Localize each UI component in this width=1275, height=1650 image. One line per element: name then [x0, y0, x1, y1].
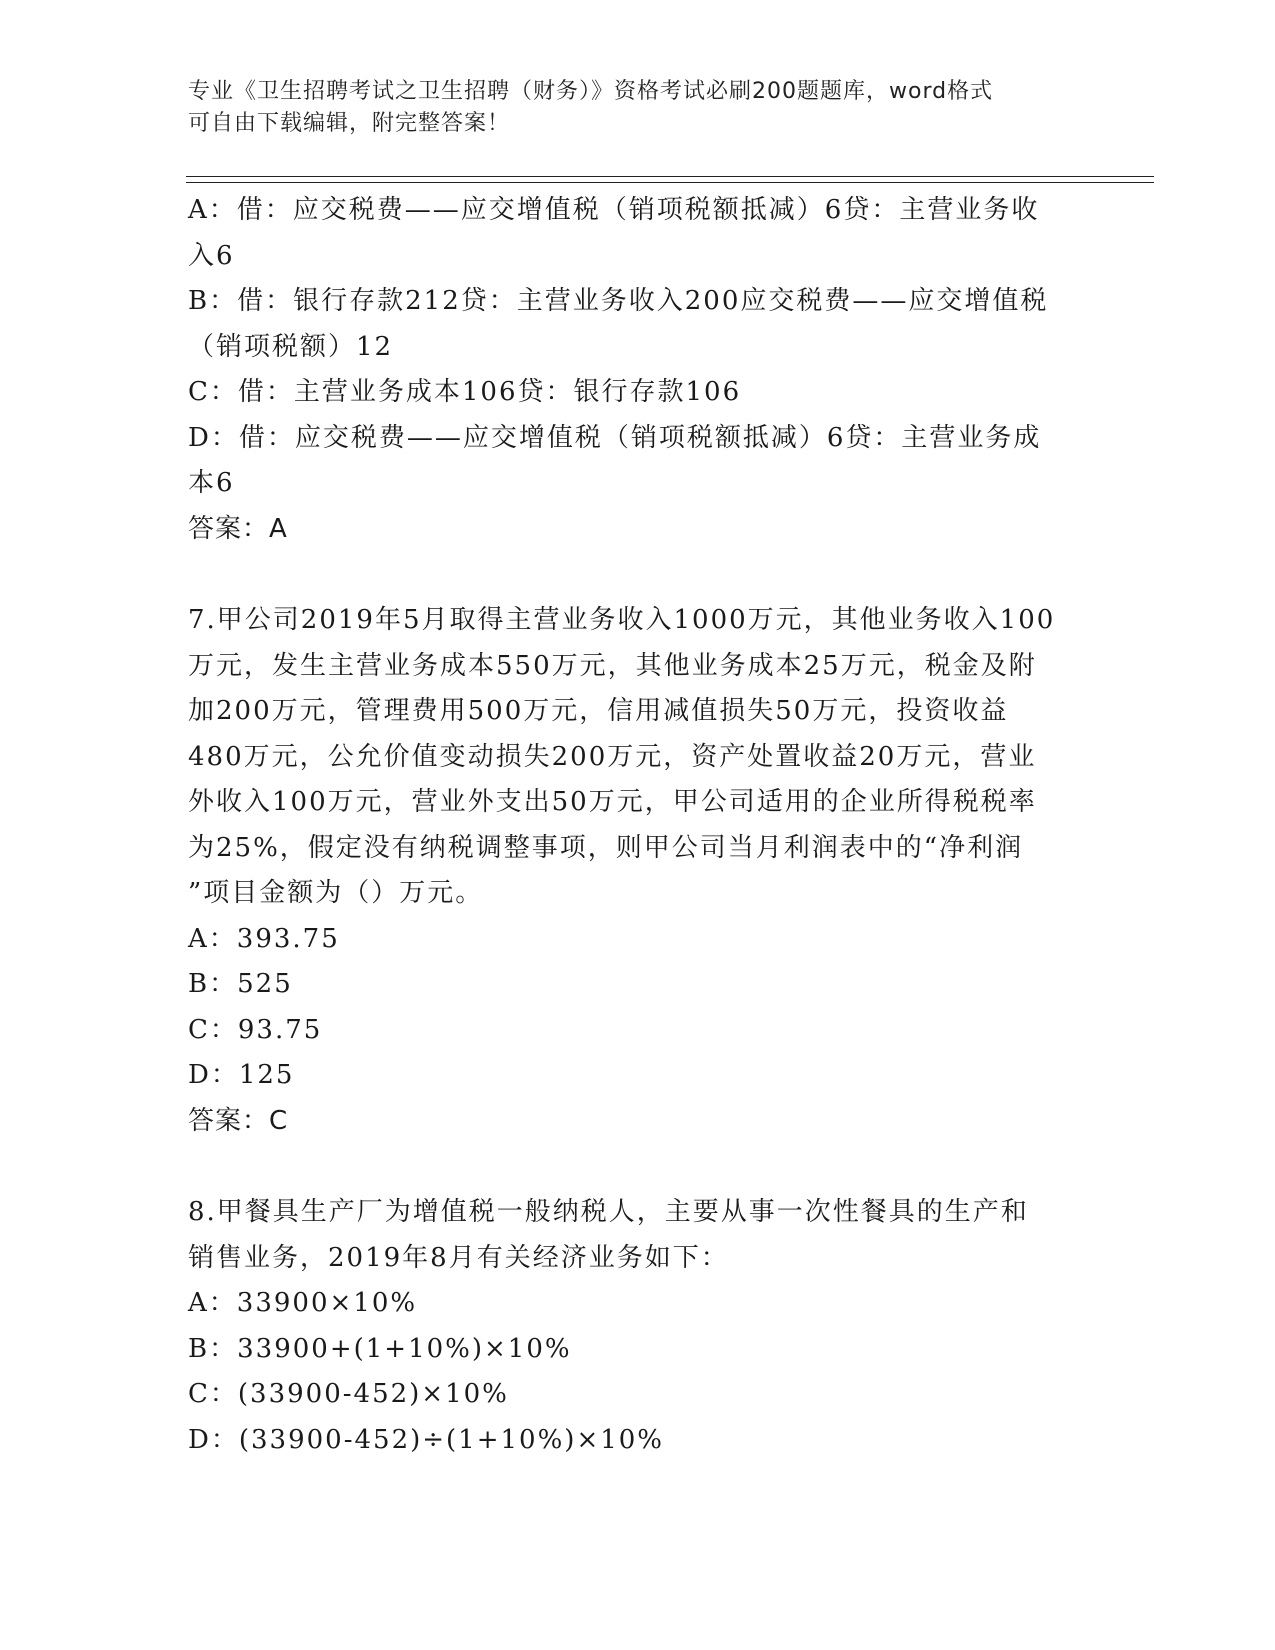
q7-stem-line: ”项目金额为（）万元。 — [188, 878, 484, 908]
document-header — [188, 76, 1068, 140]
document-body — [188, 188, 1088, 1463]
q8-option-a: A：33900×10% — [188, 1288, 418, 1318]
spacer — [188, 1144, 1088, 1190]
q7-option-b: B：525 — [188, 969, 293, 999]
q7-option-d: D：125 — [188, 1060, 295, 1090]
q6-option-a: A：借：应交税费——应交增值税（销项税额抵减）6贷：主营业务收 — [188, 195, 1040, 225]
q7-stem-line: 7.甲公司2019年5月取得主营业务收入1000万元，其他业务收入100 — [188, 605, 1056, 635]
q6-option-b-cont: （销项税额）12 — [188, 331, 394, 362]
question-7 — [188, 598, 1088, 1144]
q7-answer: 答案：C — [188, 1105, 289, 1136]
header-rule-bottom — [186, 182, 1154, 183]
spacer — [188, 552, 1088, 598]
q6-answer: 答案：A — [188, 513, 288, 544]
q6-option-b: B：借：银行存款212贷：主营业务收入200应交税费——应交增值税 — [188, 286, 1049, 316]
header-rule-top — [186, 176, 1154, 177]
question-6 — [188, 188, 1088, 552]
q7-stem-line: 为25%，假定没有纳税调整事项，则甲公司当月利润表中的“净利润 — [188, 832, 1024, 863]
q7-option-c: C：93.75 — [188, 1014, 323, 1045]
q8-stem-line: 8.甲餐具生产厂为增值税一般纳税人，主要从事一次性餐具的生产和 — [188, 1197, 1029, 1227]
q7-stem-line: 加200万元，管理费用500万元，信用减值损失50万元，投资收益 — [188, 696, 1009, 726]
q7-stem-line: 万元，发生主营业务成本550万元，其他业务成本25万元，税金及附 — [188, 650, 1037, 681]
q6-option-c: C：借：主营业务成本106贷：银行存款106 — [188, 377, 742, 407]
q7-stem-line: 480万元，公允价值变动损失200万元，资产处置收益20万元，营业 — [188, 741, 1037, 772]
header-line-1: 专业《卫生招聘考试之卫生招聘（财务）》资格考试必刷200题题库，word格式 — [188, 79, 994, 104]
header-line-2: 可自由下载编辑，附完整答案！ — [188, 111, 511, 136]
q6-option-d-cont: 本6 — [188, 468, 235, 498]
q6-option-d: D：借：应交税费——应交增值税（销项税额抵减）6贷：主营业务成 — [188, 422, 1042, 453]
q8-stem-line: 销售业务，2019年8月有关经济业务如下： — [188, 1242, 729, 1273]
q8-option-b: B：33900+(1+10%)×10% — [188, 1333, 572, 1364]
q8-option-c: C：(33900-452)×10% — [188, 1379, 509, 1409]
question-8 — [188, 1190, 1088, 1463]
q8-option-d: D：(33900-452)÷(1+10%)×10% — [188, 1424, 665, 1455]
q7-stem-line: 外收入100万元，营业外支出50万元，甲公司适用的企业所得税税率 — [188, 787, 1037, 817]
q6-option-a-cont: 入6 — [188, 240, 235, 271]
q7-option-a: A：393.75 — [188, 923, 340, 954]
